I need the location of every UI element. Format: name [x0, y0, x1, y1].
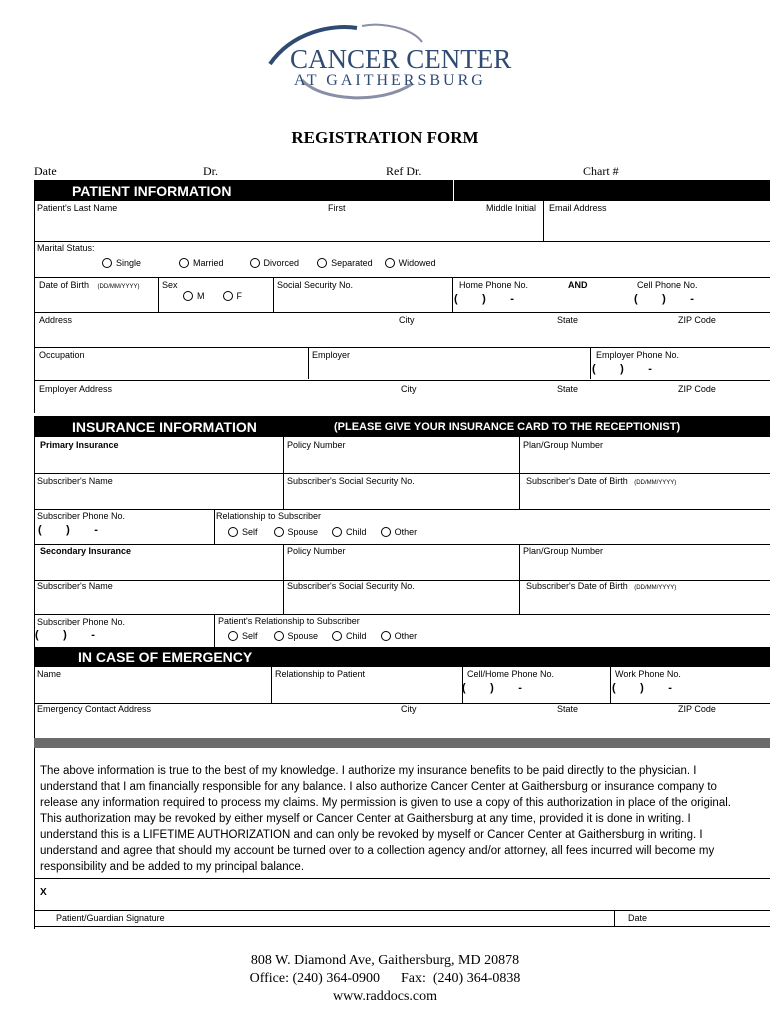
patient-middle-initial-field[interactable]: Middle Initial	[486, 203, 537, 213]
marital-separated-radio[interactable]: Separated	[317, 258, 373, 268]
primary-rel-child-radio[interactable]: Child	[332, 527, 367, 537]
signature-x-mark: X	[40, 887, 47, 898]
secondary-subscriber-phone-label: Subscriber Phone No.	[37, 617, 126, 627]
signature-field[interactable]	[34, 880, 614, 910]
emergency-address-field[interactable]: Emergency Contact Address	[37, 704, 152, 714]
signature-label: Patient/Guardian Signature	[56, 913, 165, 923]
chart-number-label: Chart #	[583, 164, 619, 178]
city-label: City	[399, 315, 415, 325]
employer-address-field[interactable]: Employer Address	[39, 384, 113, 394]
primary-insurance-field[interactable]: Primary Insurance	[40, 440, 119, 450]
and-label: AND	[568, 280, 588, 290]
marital-divorced-radio[interactable]: Divorced	[250, 258, 300, 268]
address-field[interactable]: Address	[39, 315, 73, 325]
employer-city-label: City	[401, 384, 417, 394]
insurance-section-header	[34, 416, 770, 437]
secondary-rel-child-radio[interactable]: Child	[332, 631, 367, 641]
logo-text-line1: CANCER CENTER	[290, 44, 512, 74]
auth-line: release any information required to process my claims. My permission is given to use a copy of this authorization in place of the original.	[40, 797, 731, 809]
employer-state-label: State	[557, 384, 579, 394]
primary-subscriber-ssn-field[interactable]: Subscriber's Social Security No.	[287, 476, 415, 486]
secondary-insurance-field[interactable]: Secondary Insurance	[40, 546, 132, 556]
primary-subscriber-phone-field[interactable]: ( ) -	[38, 524, 98, 536]
employer-field[interactable]: Employer	[312, 350, 351, 360]
footer-phones: Office: (240) 364-0900 Fax: (240) 364-0838	[249, 971, 521, 986]
marital-status-options	[102, 258, 436, 268]
secondary-policy-field[interactable]: Policy Number	[287, 546, 346, 556]
date-label: Date	[34, 164, 57, 178]
secondary-relationship-label: Patient's Relationship to Subscriber	[218, 616, 360, 626]
secondary-subscriber-dob-field[interactable]: Subscriber's Date of Birth (DD/MM/YYYY)	[526, 581, 677, 591]
marital-widowed-radio[interactable]: Widowed	[385, 258, 436, 268]
sex-label: Sex	[162, 280, 178, 290]
auth-line: understand that I am financially responsible for any balance. I also authorize Cancer Center at Gaithersburg or insurance company to	[40, 781, 717, 793]
emergency-section-title: IN CASE OF EMERGENCY	[78, 649, 253, 665]
auth-line: understand and agree that should my account be turned over to a collection agency and/or attorney, all fees incurred will become my	[40, 845, 715, 857]
dr-label: Dr.	[203, 164, 218, 178]
home-phone-label: Home Phone No.	[459, 280, 529, 290]
secondary-plan-field[interactable]: Plan/Group Number	[523, 546, 604, 556]
state-label: State	[557, 315, 579, 325]
primary-subscriber-name-field[interactable]: Subscriber's Name	[37, 476, 113, 486]
section-divider	[34, 738, 770, 748]
emergency-work-phone-field[interactable]: ( ) -	[612, 682, 672, 694]
logo	[262, 22, 512, 106]
zip-label: ZIP Code	[678, 315, 716, 325]
auth-line: understand this is a LIFETIME AUTHORIZATION and can only be revoked by myself or Cancer Center at Gaithersburg in writing. I	[40, 829, 703, 841]
emergency-cell-home-label: Cell/Home Phone No.	[467, 669, 555, 679]
patient-section-header	[34, 180, 770, 201]
home-phone-field[interactable]: ( ) -	[454, 293, 514, 305]
emergency-city-label: City	[401, 704, 417, 714]
auth-line: The above information is true to the best of my knowledge. I authorize my insurance benefits to be paid directly to the physician. I	[40, 765, 697, 777]
sex-f-radio[interactable]: F	[223, 291, 243, 301]
patient-section-title: PATIENT INFORMATION	[72, 183, 232, 199]
patient-email-field[interactable]: Email Address	[549, 203, 607, 213]
occupation-field[interactable]: Occupation	[39, 350, 85, 360]
border-left	[34, 201, 35, 413]
date-of-birth-field[interactable]: Date of Birth (DD/MM/YYYY)	[39, 280, 140, 290]
patient-first-name-field[interactable]: First	[328, 203, 346, 213]
auth-line: responsibility and be added to my principal balance.	[40, 861, 305, 873]
primary-relationship-label: Relationship to Subscriber	[216, 511, 322, 521]
authorization-text	[40, 763, 740, 875]
emergency-work-phone-label: Work Phone No.	[615, 669, 681, 679]
primary-rel-other-radio[interactable]: Other	[381, 527, 418, 537]
auth-line: This authorization may be revoked by either myself or Cancer Center at Gaithersburg at any time, provided it is done in writing. I	[40, 813, 691, 825]
signature-date-label: Date	[628, 913, 648, 923]
primary-plan-field[interactable]: Plan/Group Number	[523, 440, 604, 450]
secondary-subscriber-ssn-field[interactable]: Subscriber's Social Security No.	[287, 581, 415, 591]
secondary-subscriber-name-field[interactable]: Subscriber's Name	[37, 581, 113, 591]
emergency-cell-home-field[interactable]: ( ) -	[462, 682, 522, 694]
marital-status-label: Marital Status:	[37, 243, 95, 253]
insurance-card-note: (PLEASE GIVE YOUR INSURANCE CARD TO THE RECEPTIONIST)	[334, 421, 681, 433]
marital-married-radio[interactable]: Married	[179, 258, 224, 268]
primary-subscriber-phone-label: Subscriber Phone No.	[37, 511, 126, 521]
footer-address: 808 W. Diamond Ave, Gaithersburg, MD 20878	[250, 953, 520, 968]
ref-dr-label: Ref Dr.	[386, 164, 422, 178]
primary-policy-field[interactable]: Policy Number	[287, 440, 346, 450]
primary-rel-spouse-radio[interactable]: Spouse	[274, 527, 319, 537]
employer-phone-field[interactable]: ( ) -	[592, 363, 652, 375]
emergency-relationship-field[interactable]: Relationship to Patient	[275, 669, 366, 679]
sex-m-radio[interactable]: M	[183, 291, 205, 301]
cell-phone-label: Cell Phone No.	[637, 280, 698, 290]
secondary-rel-spouse-radio[interactable]: Spouse	[274, 631, 319, 641]
form-title: REGISTRATION FORM	[291, 128, 479, 147]
insurance-section-title: INSURANCE INFORMATION	[72, 419, 257, 435]
secondary-rel-self-radio[interactable]: Self	[228, 631, 258, 641]
employer-zip-label: ZIP Code	[678, 384, 716, 394]
employer-phone-label: Employer Phone No.	[596, 350, 680, 360]
ssn-field[interactable]: Social Security No.	[277, 280, 354, 290]
emergency-state-label: State	[557, 704, 579, 714]
secondary-rel-other-radio[interactable]: Other	[381, 631, 418, 641]
marital-single-radio[interactable]: Single	[102, 258, 141, 268]
emergency-section-header	[34, 647, 770, 667]
cell-phone-field[interactable]: ( ) -	[634, 293, 694, 305]
patient-last-name-field[interactable]: Patient's Last Name	[37, 203, 118, 213]
primary-rel-self-radio[interactable]: Self	[228, 527, 258, 537]
emergency-name-field[interactable]: Name	[37, 669, 62, 679]
primary-subscriber-dob-field[interactable]: Subscriber's Date of Birth (DD/MM/YYYY)	[526, 476, 677, 486]
footer	[0, 952, 770, 1006]
emergency-zip-label: ZIP Code	[678, 704, 716, 714]
secondary-subscriber-phone-field[interactable]: ( ) -	[35, 629, 95, 641]
footer-website[interactable]: www.raddocs.com	[332, 989, 438, 1004]
logo-text-line2: AT GAITHERSBURG	[294, 72, 486, 89]
